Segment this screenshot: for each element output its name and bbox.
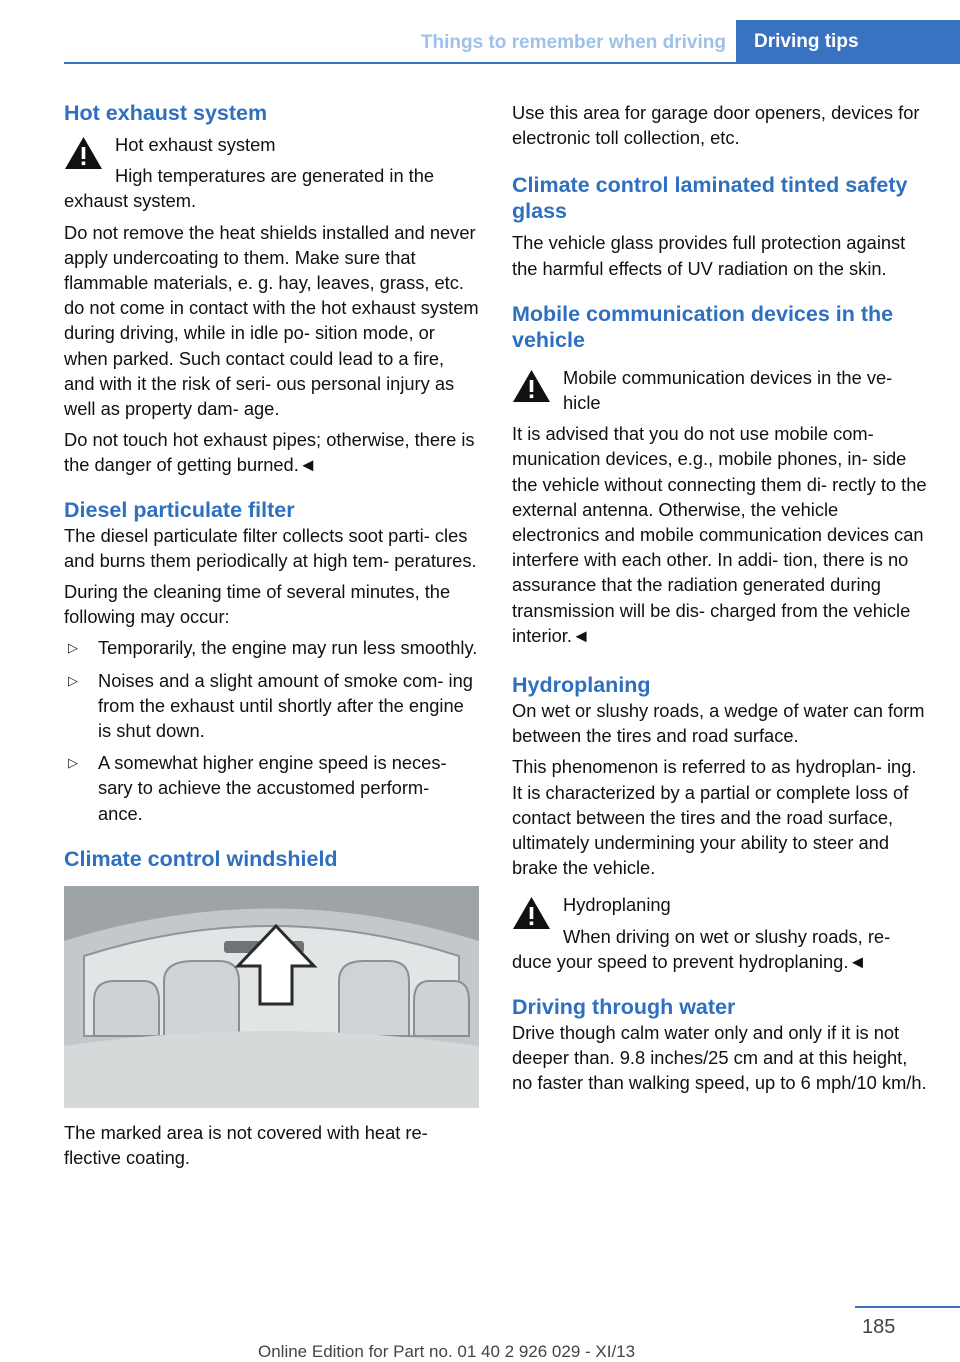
glass-paragraph: The vehicle glass provides full protection against the harmful effects of UV radiation on the skin.: [512, 232, 906, 279]
hot-exhaust-warning-text-cont: exhaust system.: [64, 190, 197, 212]
footer-edition: Online Edition for Part no. 01 40 2 926 029 - XI/13: [258, 1342, 636, 1361]
hot-exhaust-warning: [64, 132, 479, 214]
hydroplaning-warning-title: Hydroplaning: [563, 894, 671, 916]
footer-rule: [855, 1306, 960, 1308]
hot-exhaust-warning-title: Hot exhaust system: [115, 134, 276, 155]
glass-heading: Climate control laminated tinted safety glass: [512, 173, 908, 224]
warning-triangle-icon: [512, 896, 551, 930]
bullet-triangle-icon: ▷: [68, 640, 78, 656]
hot-exhaust-paragraph: Do not touch hot exhaust pipes; otherwise, there is the danger of getting burned.◄: [64, 429, 475, 476]
left-column: [64, 100, 479, 1170]
windshield-caption: The marked area is not covered with heat re‑ flective coating.: [64, 1121, 428, 1169]
bullet-triangle-icon: ▷: [68, 672, 78, 688]
dpf-paragraph: The diesel particulate filter collects soot parti‑ cles and burns them periodically at high tem‑ peratures.: [64, 524, 477, 571]
water-heading: Driving through water: [512, 995, 736, 1020]
car-interior-illustration: [64, 886, 479, 1108]
bullet-triangle-icon: ▷: [68, 755, 78, 771]
mobile-warning: [512, 365, 927, 415]
hot-exhaust-heading: Hot exhaust system: [64, 101, 268, 125]
mobile-heading: Mobile communication devices in the vehicle: [512, 301, 894, 352]
water-paragraph: Drive though calm water only and only if it is not deeper than. 9.8 inches/25 cm and at this height, no faster than walking speed, up to 6 mph/10 km/h.: [512, 1022, 927, 1094]
dpf-bullet-list: [64, 635, 479, 825]
header-rule: [64, 62, 960, 64]
hydroplaning-paragraph: On wet or slushy roads, a wedge of water can form between the tires and road surface.: [512, 700, 925, 747]
hydroplaning-paragraph: This phenomenon is referred to as hydroplan‑ ing. It is characterized by a partial or complete loss of contact between the tires and the road surface, ultimately undermining your ability to steer and brake the vehicle.: [512, 756, 917, 879]
warning-triangle-icon: [512, 369, 551, 403]
windshield-photo: [64, 886, 479, 1108]
warning-triangle-icon: [64, 136, 103, 170]
header-chapter-tab: Driving tips: [736, 20, 960, 64]
page-number: 185: [862, 1316, 896, 1338]
hot-exhaust-paragraph: Do not remove the heat shields installed and never apply undercoating to them. Make sure that flammable materials, e. g. hay, leaves, grass, etc. do not come in contact with the hot exhaust system during driving, while in idle po‑ sition mode, or when parked. Such contact could lead to a fire, and with it the risk of seri‑ ous personal injury as well as property dam‑ age.: [64, 221, 479, 420]
list-item: ▷ Temporarily, the engine may run less smoothly.: [64, 635, 479, 660]
dpf-paragraph: During the cleaning time of several minutes, the following may occur:: [64, 581, 451, 628]
hydroplaning-warning-text: When driving on wet or slushy roads, re‑: [563, 925, 891, 947]
dpf-heading: Diesel particulate filter: [64, 497, 295, 522]
list-item: ▷ A somewhat higher engine speed is neces‑ sary to achieve the accustomed perform‑ ance.: [68, 752, 447, 824]
right-column: [512, 100, 927, 1096]
intro-paragraph: Use this area for garage door openers, devices for electronic toll collection, etc.: [512, 102, 920, 149]
hydroplaning-heading: Hydroplaning: [512, 673, 651, 698]
mobile-paragraph: It is advised that you do not use mobile com‑ munication devices, e.g., mobile phones, in‑ side the vehicle without connecting them di‑ rectly to the external antenna. Otherwise, the vehicle electronics and mobile communication devices can interfere with each other. In addi‑ tion, there is no assurance that the radiation generated during transmission will be dis‑ charged from the vehicle interior.◄: [512, 423, 927, 646]
hydroplaning-warning-text-cont: duce your speed to prevent hydroplaning.◄: [512, 950, 867, 972]
windshield-heading: Climate control windshield: [64, 846, 338, 871]
mobile-warning-title: Mobile communication devices in the ve‑ hicle: [563, 366, 893, 414]
hot-exhaust-warning-text: High temperatures are generated in the: [115, 165, 435, 187]
list-item: ▷ Noises and a slight amount of smoke com‑ ing from the exhaust until shortly after the engine is shut down.: [68, 669, 473, 742]
hydroplaning-warning: [512, 892, 927, 974]
header-section-title: Things to remember when driving: [420, 32, 726, 53]
